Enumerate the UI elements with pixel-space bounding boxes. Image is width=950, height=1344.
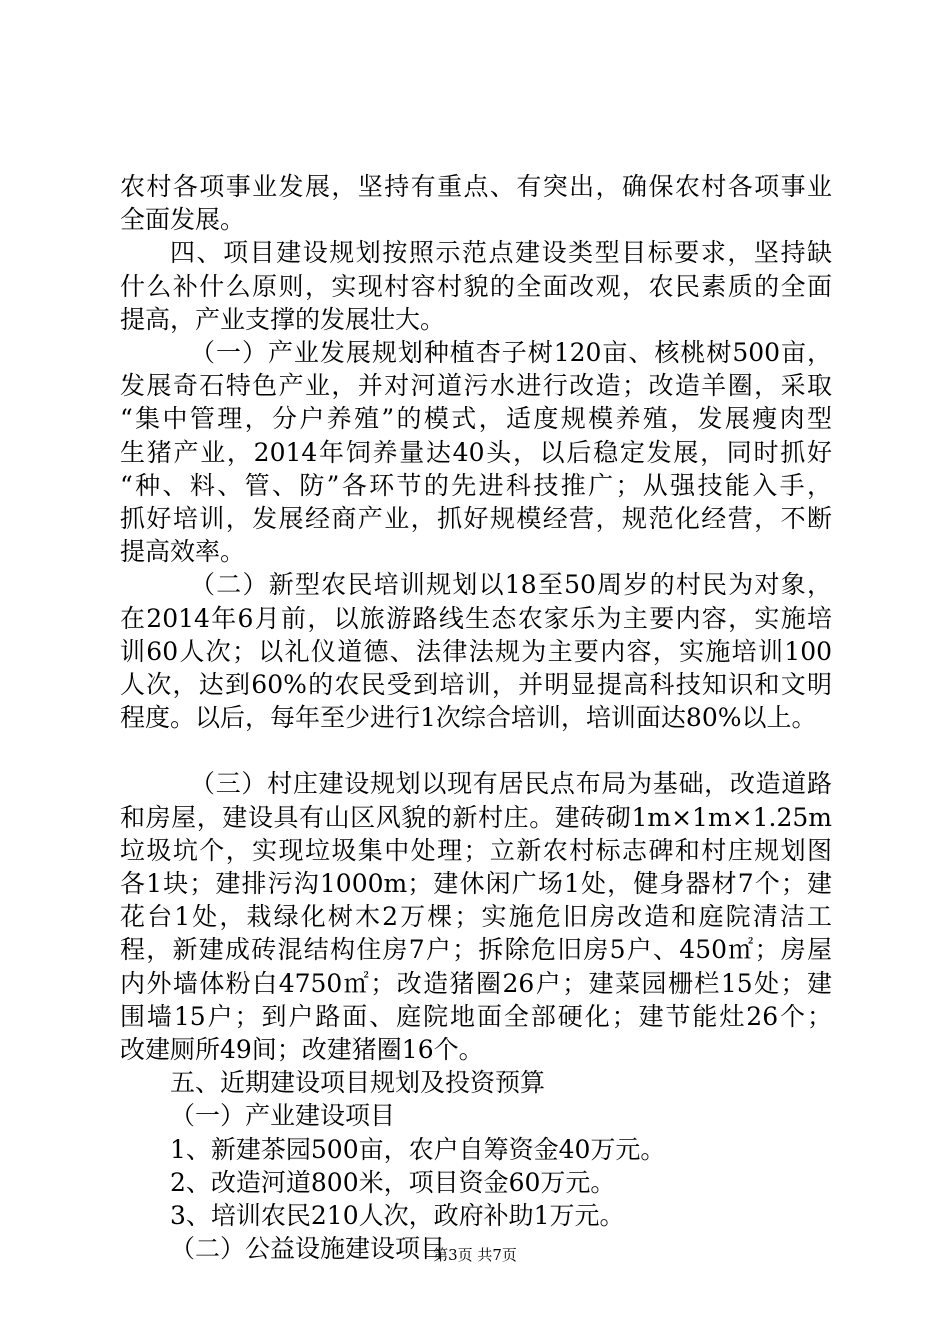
text-line: 农村各项事业发展，坚持有重点、有突出，确保农村各项事业 [120,172,832,201]
text-line: 全面发展。 [120,205,246,235]
text-line: 程，新建成砖混结构住房7户；拆除危旧房5户、450㎡；房屋 [120,935,832,965]
document-body [120,170,832,1266]
text-line: 内外墙体粉白4750㎡；改造猪圈26户；建菜园栅栏15处；建 [120,968,832,998]
text-line: 生猪产业，2014年饲养量达40头，以后稳定发展，同时抓好 [120,437,832,467]
section-heading-five: 五、近期建设项目规划及投资预算 [170,1068,546,1098]
section-heading-four: 四、项目建设规划按照示范点建设类型目标要求，坚持缺 [170,238,832,268]
text-line: 花台1处，栽绿化树木2万棵；实施危旧房改造和庭院清洁工 [120,902,832,932]
list-item: 3、培训农民210人次，政府补助1万元。 [170,1201,625,1231]
page-footer: 第3页 共7页 [433,1246,517,1264]
subsection-village: （三）村庄建设规划以现有居民点布局为基础，改造道路 [190,769,832,799]
text-line: 什么补什么原则，实现村容村貌的全面改观，农民素质的全面 [120,271,832,301]
text-line: 改建厕所49间；改建猪圈16个。 [120,1035,484,1065]
text-line: 围墙15户；到户路面、庭院地面全部硬化；建节能灶26个； [120,1001,832,1031]
text-line: 各1块；建排污沟1000m；建休闲广场1处，健身器材7个；建 [120,869,832,899]
text-line: “集中管理，分户养殖”的模式，适度规模养殖，发展瘦肉型 [120,404,832,434]
subsection-training: （二）新型农民培训规划以18至50周岁的村民为对象， [190,570,832,600]
text-line: 和房屋，建设具有山区风貌的新村庄。建砖砌1m×1m×1.25m [120,802,832,832]
text-line: 人次，达到60%的农民受到培训，并明显提高科技知识和文明 [120,670,832,700]
text-line: 程度。以后，每年至少进行1次综合培训，培训面达80%以上。 [120,703,817,733]
list-item: 2、改造河道800米，项目资金60万元。 [170,1167,616,1197]
list-item: 1、新建茶园500亩，农户自筹资金40万元。 [170,1134,666,1164]
text-line: 发展奇石特色产业，并对河道污水进行改造；改造羊圈，采取 [120,371,832,401]
text-line: “种、料、管、防”各环节的先进科技推广；从强技能入手， [120,470,832,500]
text-line: 提高效率。 [120,537,246,567]
subsection-public-facilities: （二）公益设施建设项目 [170,1234,446,1264]
text-line: 垃圾坑个，实现垃圾集中处理；立新农村标志碑和村庄规划图 [120,835,832,865]
subsection-industry: （一）产业发展规划种植杏子树120亩、核桃树500亩， [190,338,832,368]
subsection-industry-projects: （一）产业建设项目 [170,1101,396,1131]
text-line: 提高，产业支撑的发展壮大。 [120,304,446,334]
paragraph-gap [120,734,832,767]
text-line: 在2014年6月前，以旅游路线生态农家乐为主要内容，实施培 [120,603,832,633]
text-line: 抓好培训，发展经商产业，抓好规模经营，规范化经营，不断 [120,504,832,534]
text-line: 训60人次；以礼仪道德、法律法规为主要内容，实施培训100 [120,636,832,666]
